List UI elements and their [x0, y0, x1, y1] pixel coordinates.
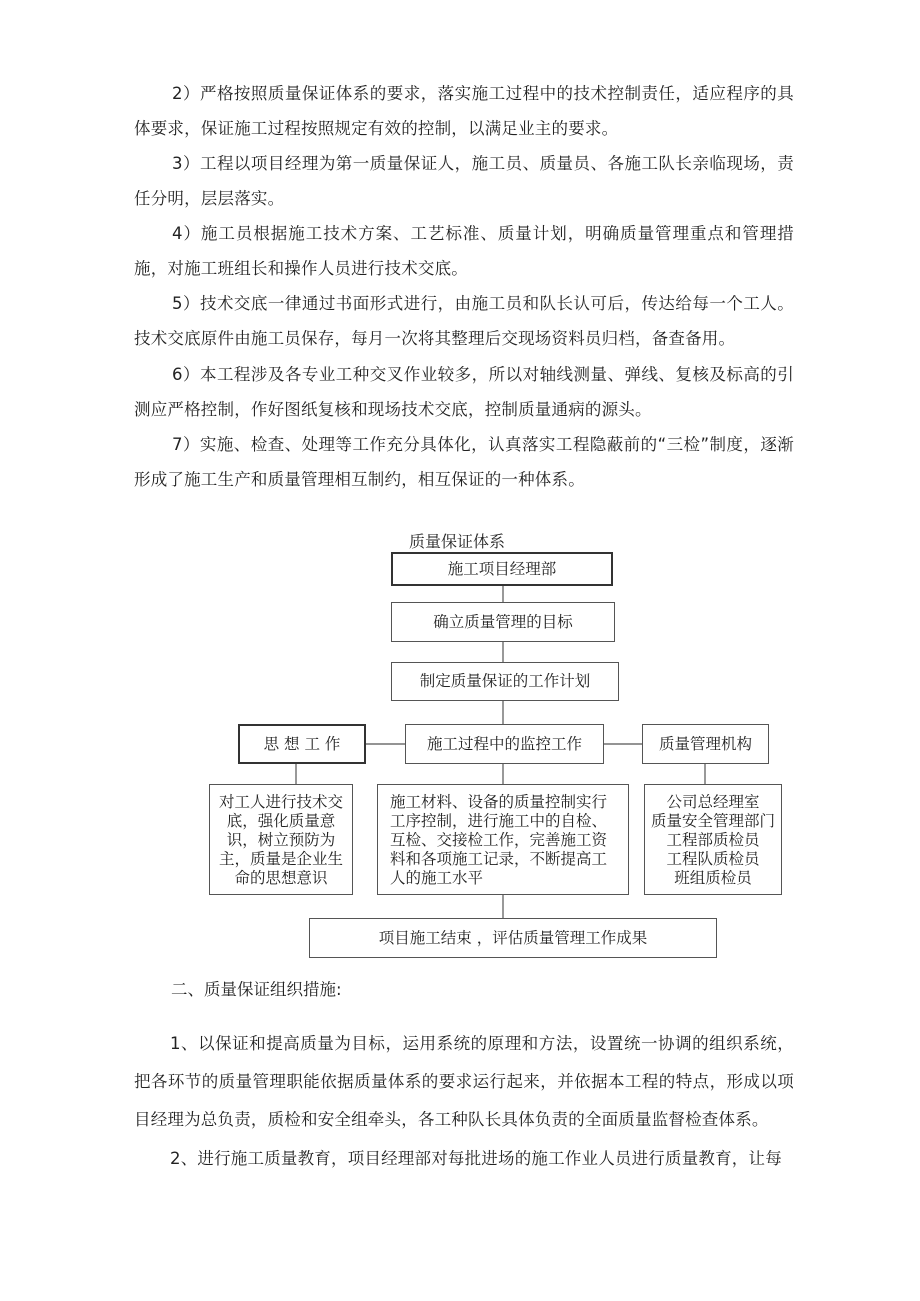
- node-thought-work: 思 想 工 作: [238, 724, 366, 764]
- node-project-department: 施工项目经理部: [391, 552, 613, 586]
- node-organization-detail: 公司总经理室 质量安全管理部门 工程部质检员 工程队质检员 班组质检员: [644, 784, 782, 895]
- paragraph-5: 5）技术交底一律通过书面形式进行，由施工员和队长认可后，传达给每一个工人。技术交底原件由施工员保存，每月一次将其整理后交现场资料员归档，备查备用。: [134, 294, 794, 348]
- node-process-monitoring: 施工过程中的监控工作: [405, 724, 604, 764]
- node-project-end: 项目施工结束 ，评估质量管理工作成果: [309, 918, 717, 958]
- node-monitoring-detail: 施工材料、设备的质量控制实行工序控制，进行施工中的自检、互检、交接检工作，完善施工资料和各项施工记录，不断提高工人的施工水平: [377, 784, 629, 895]
- paragraph-2: 2）严格按照质量保证体系的要求，落实施工过程中的技术控制责任，适应程序的具体要求，保证施工过程按照规定有效的控制，以满足业主的要求。: [134, 84, 794, 138]
- paragraph-3: 3）工程以项目经理为第一质量保证人，施工员、质量员、各施工队长亲临现场，责任分明，层层落实。: [134, 154, 794, 208]
- paragraph-7: 7）实施、检查、处理等工作充分具体化，认真落实工程隐蔽前的“三检”制度，逐渐形成了施工生产和质量管理相互制约，相互保证的一种体系。: [134, 435, 794, 489]
- diagram-title: 质量保证体系: [409, 532, 506, 551]
- paragraph-b2: 2、进行施工质量教育，项目经理部对每批进场的施工作业人员进行质量教育，让每: [170, 1149, 782, 1168]
- node-thought-detail: 对工人进行技术交底，强化质量意识，树立预防为主，质量是企业生命的思想意识: [209, 784, 353, 895]
- node-quality-organization: 质量管理机构: [642, 724, 769, 764]
- section-heading: 二、质量保证组织措施:: [171, 980, 342, 999]
- node-work-plan: 制定质量保证的工作计划: [391, 662, 619, 701]
- paragraph-4: 4）施工员根据施工技术方案、工艺标准、质量计划，明确质量管理重点和管理措施，对施工班组长和操作人员进行技术交底。: [134, 224, 794, 278]
- paragraph-b1: 1、以保证和提高质量为目标，运用系统的原理和方法，设置统一协调的组织系统，把各环节的质量管理职能依据质量体系的要求运行起来，并依据本工程的特点，形成以项目经理为总负责，质检和安全组牵头，各工种队长具体负责的全面质量监督检查体系。: [134, 1034, 794, 1129]
- node-quality-goal: 确立质量管理的目标: [391, 602, 615, 642]
- paragraph-6: 6）本工程涉及各专业工种交叉作业较多，所以对轴线测量、弹线、复核及标高的引测应严格控制，作好图纸复核和现场技术交底，控制质量通病的源头。: [134, 365, 794, 419]
